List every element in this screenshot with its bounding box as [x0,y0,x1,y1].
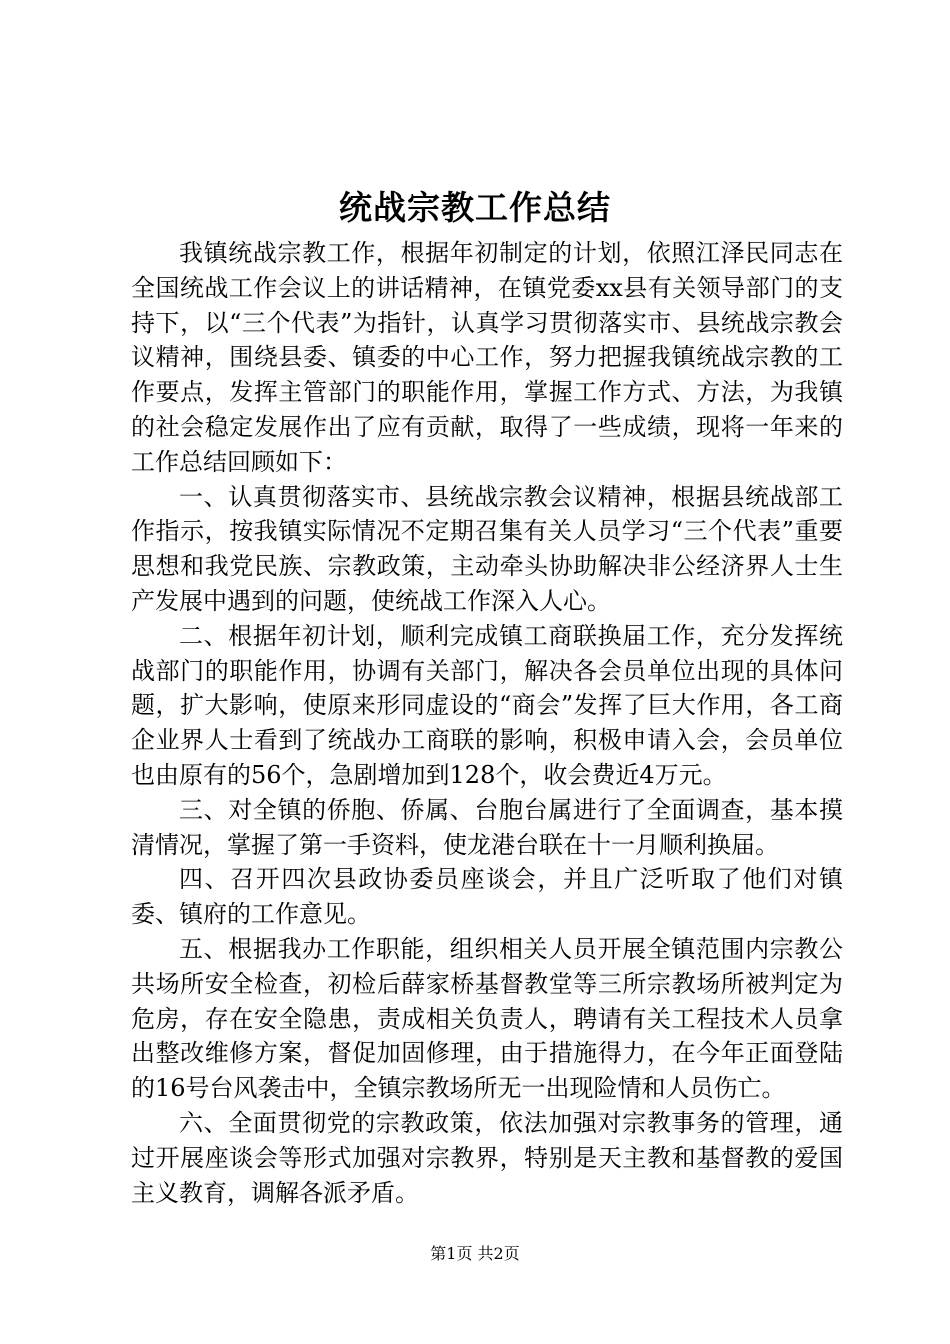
paragraph-item-6: 六、全面贯彻党的宗教政策，依法加强对宗教事务的管理，通过开展座谈会等形式加强对宗教界，特别是天主教和基督教的爱国主义教育，调解各派矛盾。 [131,1108,843,1207]
paragraph-item-3: 三、对全镇的侨胞、侨属、台胞台属进行了全面调查，基本摸清情况，掌握了第一手资料，使龙港台联在十一月顺利换届。 [131,795,843,859]
document-title: 统战宗教工作总结 [339,188,611,227]
paragraph-item-1: 一、认真贯彻落实市、县统战宗教会议精神，根据县统战部工作指示，按我镇实际情况不定期召集有关人员学习“三个代表”重要思想和我党民族、宗教政策，主动牵头协助解决非公经济界人士生产发展中遇到的问题，使统战工作深入人心。 [131,482,843,615]
paragraph-intro: 我镇统战宗教工作，根据年初制定的计划，依照江泽民同志在全国统战工作会议上的讲话精神，在镇党委xx县有关领导部门的支持下，以“三个代表”为指针，认真学习贯彻落实市、县统战宗教会议精神，围绕县委、镇委的中心工作，努力把握我镇统战宗教的工作要点，发挥主管部门的职能作用，掌握工作方式、方法，为我镇的社会稳定发展作出了应有贡献，取得了一些成绩，现将一年来的工作总结回顾如下： [131,239,843,476]
paragraph-item-5: 五、根据我办工作职能，组织相关人员开展全镇范围内宗教公共场所安全检查，初检后薛家桥基督教堂等三所宗教场所被判定为危房，存在安全隐患，责成相关负责人，聘请有关工程技术人员拿出整改维修方案，督促加固修理，由于措施得力，在今年正面登陆的16号台风袭击中，全镇宗教场所无一出现险情和人员伤亡。 [131,934,843,1103]
page-number-footer: 第1页 共2页 [430,1244,520,1263]
document-body [131,236,843,1210]
paragraph-item-2: 二、根据年初计划，顺利完成镇工商联换届工作，充分发挥统战部门的职能作用，协调有关部门，解决各会员单位出现的具体问题，扩大影响，使原来形同虚设的“商会”发挥了巨大作用，各工商企业界人士看到了统战办工商联的影响，积极申请入会，会员单位也由原有的56个，急剧增加到128个，收会费近4万元。 [131,621,843,789]
paragraph-item-4: 四、召开四次县政协委员座谈会，并且广泛听取了他们对镇委、镇府的工作意见。 [131,865,843,929]
